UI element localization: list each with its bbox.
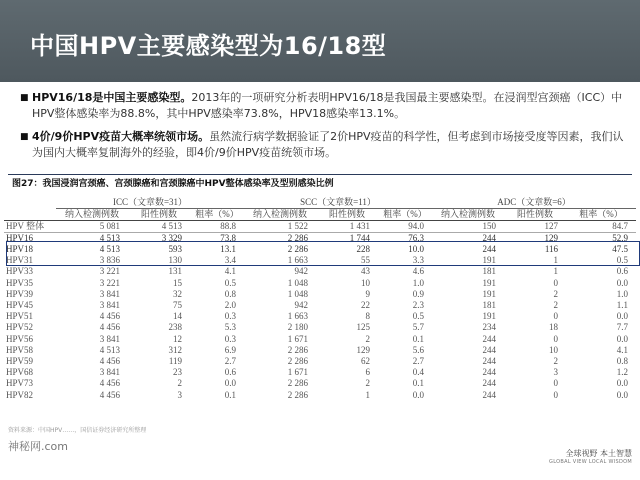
adc-cell: 1.1 xyxy=(616,300,629,311)
row-label: HPV33 xyxy=(6,266,34,277)
row-label: HPV31 xyxy=(6,255,34,266)
icc-cell: 2.7 xyxy=(224,355,236,366)
icc-cell: 119 xyxy=(168,355,182,366)
adc-cell: 150 xyxy=(432,221,504,233)
col-header: 阳性例数 xyxy=(316,209,378,221)
adc-cell: 0 xyxy=(553,378,559,389)
brand-slogan: 全球视野 本土智慧 xyxy=(565,449,632,458)
adc-cell: 0 xyxy=(553,311,559,322)
icc-cell: 2 xyxy=(177,378,182,389)
col-header: 纳入检测例数 xyxy=(244,209,316,221)
adc-cell: 0.0 xyxy=(616,333,629,344)
table-row xyxy=(4,367,636,378)
bullet-text xyxy=(32,129,625,161)
footer-brand xyxy=(520,448,632,465)
table-row xyxy=(4,221,636,233)
col-header: 粗率（%） xyxy=(566,209,636,221)
scc-cell: 1 671 xyxy=(287,367,308,378)
bullet-item xyxy=(20,129,625,161)
icc-cell: 0.6 xyxy=(224,367,236,378)
square-bullet-icon: ■ xyxy=(20,132,29,142)
scc-cell: 62 xyxy=(361,355,370,366)
row-label: HPV16 xyxy=(6,233,34,243)
scc-cell: 2.7 xyxy=(412,355,425,366)
hpv-table-container xyxy=(4,197,636,401)
bullet-body: 虽然流行病学数据验证了2价HPV疫苗的科学性，但考虑到市场接受度等因素，我们认为国内大概率复制海外的经验，即4价/9价HPV疫苗统领市场。 xyxy=(32,130,624,159)
bullet-list xyxy=(20,90,625,168)
icc-cell: 4 513 xyxy=(99,244,120,255)
table-body xyxy=(4,221,636,401)
scc-cell: 0.4 xyxy=(412,367,425,378)
adc-cell: 116 xyxy=(544,244,559,255)
row-label: HPV35 xyxy=(6,277,34,288)
adc-cell: 244 xyxy=(482,355,497,366)
icc-cell: 3 xyxy=(177,389,182,400)
bullet-item xyxy=(20,90,625,122)
row-label: HPV51 xyxy=(6,311,34,322)
icc-cell: 0.0 xyxy=(224,378,236,389)
adc-cell: 2 xyxy=(553,355,559,366)
scc-cell: 10 xyxy=(361,277,370,288)
icc-cell: 5 081 xyxy=(56,221,128,233)
col-header: 阳性例数 xyxy=(504,209,566,221)
source-note: 资料来源：中国HPV……，国信证券经济研究所整理 xyxy=(8,427,147,434)
scc-cell: 0.5 xyxy=(412,311,425,322)
adc-cell: 10 xyxy=(549,344,559,355)
scc-cell: 1 663 xyxy=(287,255,308,266)
scc-cell: 94.0 xyxy=(378,221,432,233)
scc-cell: 1 671 xyxy=(287,333,308,344)
scc-cell: 4.6 xyxy=(412,266,425,277)
bullet-text xyxy=(32,90,625,122)
square-bullet-icon: ■ xyxy=(20,93,29,103)
scc-cell: 0.1 xyxy=(412,333,425,344)
adc-cell: 52.9 xyxy=(612,233,629,243)
group-header-icc: ICC（文章数=31） xyxy=(56,197,244,209)
icc-cell: 4 513 xyxy=(128,221,190,233)
adc-cell: 7.7 xyxy=(616,322,629,333)
row-label: HPV59 xyxy=(6,355,34,366)
adc-cell: 3 xyxy=(553,367,559,378)
row-label: HPV39 xyxy=(6,288,34,299)
adc-cell: 129 xyxy=(544,233,559,243)
adc-cell: 181 xyxy=(482,266,497,277)
bullet-body: 2013年的一项研究分析表明HPV16/18是我国最主要感染型。在浸润型宫颈癌（ICC）中HPV整体感染率为88.8%，其中HPV感染率73.8%，HPV18感染率13.1%。 xyxy=(32,91,623,120)
row-label: HPV45 xyxy=(6,300,34,311)
scc-cell: 942 xyxy=(294,266,308,277)
table-row xyxy=(4,278,636,289)
icc-cell: 13.1 xyxy=(220,244,236,255)
scc-cell: 76.3 xyxy=(408,233,425,243)
watermark-text: 神秘网.com xyxy=(8,440,68,453)
icc-cell: 3 329 xyxy=(161,233,182,243)
adc-cell: 84.7 xyxy=(566,221,636,233)
row-label: HPV73 xyxy=(6,378,34,389)
table-row xyxy=(4,244,636,255)
adc-cell: 234 xyxy=(482,322,497,333)
scc-cell: 0.9 xyxy=(412,288,425,299)
col-header: 粗率（%） xyxy=(190,209,244,221)
icc-cell: 3 841 xyxy=(99,367,120,378)
adc-cell: 0.0 xyxy=(616,311,629,322)
scc-cell: 2 286 xyxy=(287,378,308,389)
scc-cell: 9 xyxy=(365,288,370,299)
icc-cell: 73.8 xyxy=(220,233,236,243)
icc-cell: 131 xyxy=(168,266,182,277)
table-row xyxy=(4,233,636,245)
icc-cell: 3 841 xyxy=(99,333,120,344)
adc-cell: 0 xyxy=(553,333,559,344)
group-header-scc: SCC（文章数=11） xyxy=(244,197,432,209)
icc-cell: 3.4 xyxy=(224,255,236,266)
adc-cell: 244 xyxy=(482,233,497,243)
icc-cell: 0.1 xyxy=(224,389,236,400)
adc-cell: 2 xyxy=(553,288,559,299)
adc-cell: 1 xyxy=(553,255,559,266)
scc-cell: 2 286 xyxy=(287,344,308,355)
scc-cell: 129 xyxy=(356,344,370,355)
adc-cell: 2 xyxy=(553,300,559,311)
table-row xyxy=(4,311,636,322)
scc-cell: 10.0 xyxy=(408,244,425,255)
corner-cell xyxy=(4,197,56,209)
adc-cell: 0 xyxy=(553,389,559,400)
label-header xyxy=(4,209,56,221)
icc-cell: 15 xyxy=(173,277,182,288)
adc-cell: 0.5 xyxy=(616,255,629,266)
table-row xyxy=(4,345,636,356)
icc-cell: 3 221 xyxy=(99,266,120,277)
adc-cell: 127 xyxy=(504,221,566,233)
icc-cell: 4 513 xyxy=(99,344,120,355)
row-label: HPV58 xyxy=(6,344,34,355)
scc-cell: 2 xyxy=(365,333,370,344)
adc-cell: 1 xyxy=(553,266,559,277)
adc-cell: 191 xyxy=(482,311,497,322)
col-header: 阳性例数 xyxy=(128,209,190,221)
table-row xyxy=(4,266,636,277)
table-row xyxy=(4,300,636,311)
scc-cell: 55 xyxy=(361,255,370,266)
scc-cell: 1 522 xyxy=(244,221,316,233)
scc-cell: 22 xyxy=(361,300,370,311)
icc-cell: 3 221 xyxy=(99,277,120,288)
icc-cell: 88.8 xyxy=(190,221,244,233)
scc-cell: 2.3 xyxy=(412,300,425,311)
bullet-bold-lead: HPV16/18是中国主要感染型。 xyxy=(32,91,192,104)
adc-cell: 1.2 xyxy=(616,367,629,378)
icc-cell: 0.8 xyxy=(224,288,236,299)
adc-cell: 18 xyxy=(549,322,559,333)
icc-cell: 12 xyxy=(173,333,182,344)
adc-cell: 0.0 xyxy=(616,277,629,288)
icc-cell: 6.9 xyxy=(224,344,236,355)
icc-cell: 130 xyxy=(168,255,182,266)
scc-cell: 3.3 xyxy=(412,255,425,266)
col-header: 纳入检测例数 xyxy=(56,209,128,221)
adc-cell: 244 xyxy=(482,344,497,355)
figure-caption: 图27：我国浸润宫颈癌、宫颈腺癌和宫颈腺癌中HPV整体感染率及型别感染比例 xyxy=(8,174,632,192)
adc-cell: 191 xyxy=(482,255,497,266)
bullet-bold-lead: 4价/9价HPV疫苗大概率统领市场。 xyxy=(32,130,210,143)
adc-cell: 244 xyxy=(482,244,497,255)
adc-cell: 244 xyxy=(482,389,497,400)
scc-cell: 6 xyxy=(365,367,370,378)
icc-cell: 312 xyxy=(168,344,182,355)
scc-cell: 5.7 xyxy=(412,322,425,333)
table-row xyxy=(4,289,636,300)
table-row xyxy=(4,356,636,367)
scc-cell: 2 180 xyxy=(287,322,308,333)
icc-cell: 14 xyxy=(173,311,182,322)
icc-cell: 5.3 xyxy=(224,322,236,333)
table-row xyxy=(4,378,636,389)
scc-cell: 1 431 xyxy=(316,221,378,233)
adc-cell: 181 xyxy=(482,300,497,311)
scc-cell: 0.0 xyxy=(412,389,425,400)
icc-cell: 32 xyxy=(173,288,182,299)
icc-cell: 2.0 xyxy=(224,300,236,311)
adc-cell: 0.8 xyxy=(616,355,629,366)
adc-cell: 244 xyxy=(482,367,497,378)
table-row xyxy=(4,389,636,400)
hpv-infection-table xyxy=(4,197,636,401)
scc-cell: 1 048 xyxy=(287,288,308,299)
title-bar xyxy=(0,0,640,82)
scc-cell: 5.6 xyxy=(412,344,425,355)
icc-cell: 3 841 xyxy=(99,288,120,299)
row-label: HPV68 xyxy=(6,367,34,378)
adc-cell: 47.5 xyxy=(612,244,629,255)
icc-cell: 23 xyxy=(173,367,182,378)
adc-cell: 0 xyxy=(553,277,559,288)
scc-cell: 0.1 xyxy=(412,378,425,389)
scc-cell: 1 xyxy=(365,389,370,400)
row-label: HPV 整体 xyxy=(4,221,56,233)
scc-cell: 2 286 xyxy=(287,233,308,243)
row-label: HPV52 xyxy=(6,322,34,333)
scc-cell: 1.0 xyxy=(412,277,425,288)
scc-cell: 2 286 xyxy=(287,389,308,400)
row-label: HPV18 xyxy=(6,244,34,255)
icc-cell: 238 xyxy=(168,322,182,333)
icc-cell: 4 456 xyxy=(99,378,120,389)
footer-left xyxy=(8,425,288,473)
scc-cell: 1 663 xyxy=(287,311,308,322)
icc-cell: 0.3 xyxy=(224,333,236,344)
icc-cell: 3 841 xyxy=(99,300,120,311)
icc-cell: 4 456 xyxy=(99,389,120,400)
icc-cell: 0.3 xyxy=(224,311,236,322)
table-row xyxy=(4,334,636,345)
icc-cell: 3 836 xyxy=(99,255,120,266)
scc-cell: 8 xyxy=(365,311,370,322)
scc-cell: 228 xyxy=(356,244,370,255)
scc-cell: 43 xyxy=(361,266,370,277)
scc-cell: 2 xyxy=(365,378,370,389)
adc-cell: 0.0 xyxy=(616,378,629,389)
col-header: 纳入检测例数 xyxy=(432,209,504,221)
scc-cell: 2 286 xyxy=(287,355,308,366)
icc-cell: 4 456 xyxy=(99,322,120,333)
adc-cell: 244 xyxy=(482,333,497,344)
col-header: 粗率（%） xyxy=(378,209,432,221)
scc-cell: 1 744 xyxy=(349,233,370,243)
scc-cell: 2 286 xyxy=(287,244,308,255)
scc-cell: 1 048 xyxy=(287,277,308,288)
adc-cell: 0.0 xyxy=(616,389,629,400)
adc-cell: 191 xyxy=(482,288,497,299)
table-row xyxy=(4,322,636,333)
icc-cell: 0.5 xyxy=(224,277,236,288)
adc-cell: 4.1 xyxy=(616,344,629,355)
icc-cell: 4 513 xyxy=(99,233,120,243)
scc-cell: 942 xyxy=(294,300,308,311)
group-header-adc: ADC（文章数=6） xyxy=(432,197,636,209)
adc-cell: 191 xyxy=(482,277,497,288)
adc-cell: 0.6 xyxy=(616,266,629,277)
icc-cell: 4.1 xyxy=(224,266,236,277)
row-label: HPV82 xyxy=(6,389,34,400)
icc-cell: 4 456 xyxy=(99,355,120,366)
icc-cell: 75 xyxy=(173,300,182,311)
icc-cell: 4 456 xyxy=(99,311,120,322)
icc-cell: 593 xyxy=(168,244,182,255)
adc-cell: 1.0 xyxy=(616,288,629,299)
brand-slogan-en: GLOBAL VIEW LOCAL WISDOM xyxy=(549,459,632,465)
table-row xyxy=(4,255,636,266)
scc-cell: 125 xyxy=(356,322,370,333)
row-label: HPV56 xyxy=(6,333,34,344)
adc-cell: 244 xyxy=(482,378,497,389)
slide-title: 中国HPV主要感染型为16/18型 xyxy=(30,32,387,60)
